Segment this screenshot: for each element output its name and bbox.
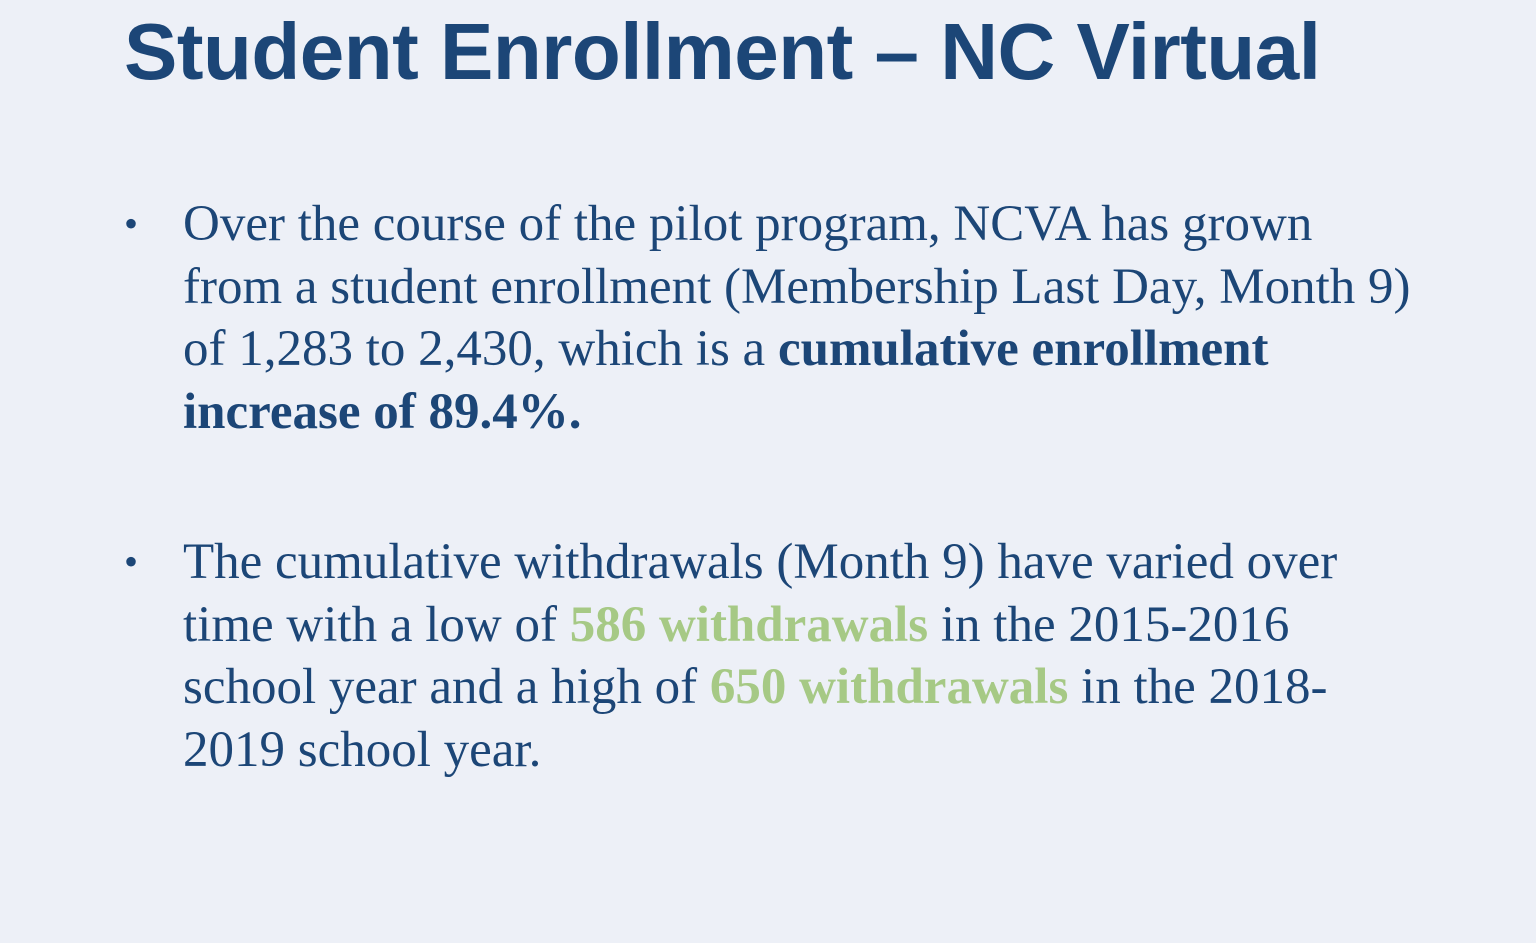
enrollment-increase-emphasis: cumulative enrollment increase of 89.4%.: [183, 321, 1269, 440]
withdrawals-text-b: in the 2015-2016 school year and a high of: [183, 596, 1290, 715]
enrollment-text: Over the course of the pilot program, NCVA has grown from a student enrollment (Membership Last Day, Month 9) of 1,283 to 2,430, which is a: [183, 196, 1411, 377]
slide-title: Student Enrollment – NC Virtual: [124, 7, 1321, 96]
bullet-text: [183, 193, 1414, 443]
bullet-marker: •: [124, 539, 139, 584]
high-withdrawals-emphasis: 650 withdrawals: [709, 659, 1069, 715]
withdrawals-text-a: The cumulative withdrawals (Month 9) have varied over time with a low of: [183, 534, 1338, 653]
bullet-marker: •: [124, 201, 139, 246]
bullet-item-enrollment: [124, 193, 1414, 443]
low-withdrawals-emphasis: 586 withdrawals: [569, 596, 929, 653]
bullet-text: [183, 531, 1414, 781]
withdrawals-text-c: in the 2018-2019 school year.: [183, 659, 1328, 778]
bullet-item-withdrawals: [124, 531, 1414, 781]
